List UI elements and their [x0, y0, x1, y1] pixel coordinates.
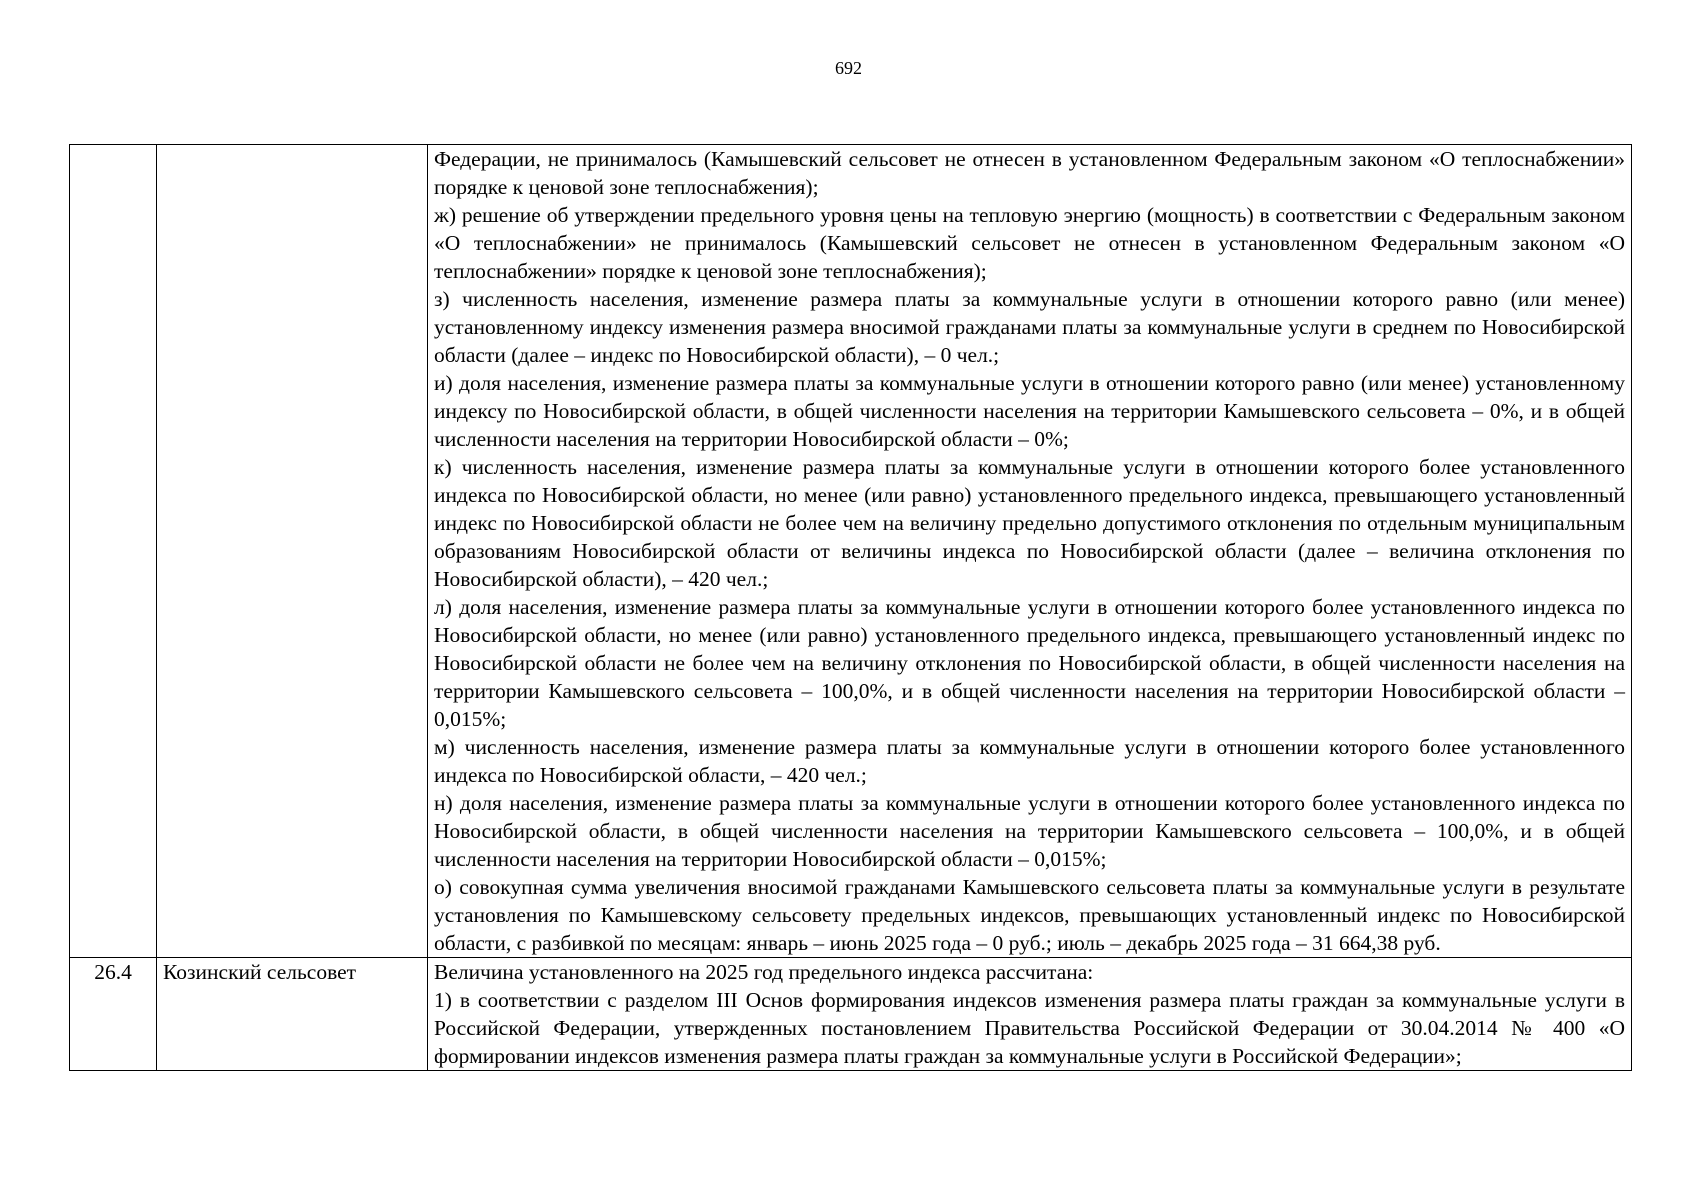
- table-row: [70, 145, 1632, 958]
- paragraph: Федерации, не принималось (Камышевский сельсовет не отнесен в установленном Федеральным законом «О теплоснабжении» порядке к ценовой зоне теплоснабжения);: [434, 147, 1625, 199]
- page-number: 692: [835, 58, 862, 78]
- paragraph: ж) решение об утверждении предельного уровня цены на тепловую энергию (мощность) в соответствии с Федеральным законом «О теплоснабжении» не принималось (Камышевский сельсовет не отнесен в установленном Федеральным законом «О теплоснабжении» порядке к ценовой зоне теплоснабжения);: [434, 203, 1625, 283]
- paragraph: з) численность населения, изменение размера платы за коммунальные услуги в отношении которого равно (или менее) установленному индексу изменения размера вносимой гражданами платы за коммунальные услуги в среднем по Новосибирской области (далее – индекс по Новосибирской области), – 0 чел.;: [434, 287, 1625, 367]
- paragraph: к) численность населения, изменение размера платы за коммунальные услуги в отношении которого более установленного индекса по Новосибирской области, но менее (или равно) установленного предельного индекса, превышающего установленный индекс по Новосибирской области не более чем на величину предельно допустимого отклонения по отдельным муниципальным образованиям Новосибирской области от величины индекса по Новосибирской области (далее – величина отклонения по Новосибирской области), – 420 чел.;: [434, 455, 1625, 591]
- municipality-name-cell: Козинский сельсовет: [157, 958, 428, 1071]
- paragraph: м) численность населения, изменение размера платы за коммунальные услуги в отношении которого более установленного индекса по Новосибирской области, – 420 чел.;: [434, 735, 1625, 787]
- description-cell: [428, 145, 1632, 958]
- municipality-name-cell: [157, 145, 428, 958]
- table-row: [70, 958, 1632, 1071]
- description-cell: [428, 958, 1632, 1071]
- document-table: [69, 144, 1632, 1071]
- paragraph: л) доля населения, изменение размера платы за коммунальные услуги в отношении которого более установленного индекса по Новосибирской области, но менее (или равно) установленного предельного индекса, превышающего установленный индекс по Новосибирской области не более чем на величину отклонения по Новосибирской области, в общей численности населения на территории Камышевского сельсовета – 100,0%, и в общей численности населения на территории Новосибирской области – 0,015%;: [434, 595, 1625, 731]
- row-number-cell: [70, 145, 157, 958]
- paragraph: и) доля населения, изменение размера платы за коммунальные услуги в отношении которого равно (или менее) установленному индексу по Новосибирской области, в общей численности населения на территории Камышевского сельсовета – 0%, и в общей численности населения на территории Новосибирской области – 0%;: [434, 371, 1625, 451]
- paragraph: Величина установленного на 2025 год предельного индекса рассчитана:: [434, 960, 1094, 984]
- paragraph: 1) в соответствии с разделом III Основ формирования индексов изменения размера платы граждан за коммунальные услуги в Российской Федерации, утвержденных постановлением Правительства Российской Федерации от 30.04.2014 № 400 «О формировании индексов изменения размера платы граждан за коммунальные услуги в Российской Федерации»;: [434, 988, 1625, 1068]
- paragraph: о) совокупная сумма увеличения вносимой гражданами Камышевского сельсовета платы за коммунальные услуги в результате установления по Камышевскому сельсовету предельных индексов, превышающих установленный индекс по Новосибирской области, с разбивкой по месяцам: январь – июнь 2025 года – 0 руб.; июль – декабрь 2025 года – 31 664,38 руб.: [434, 875, 1625, 955]
- paragraph: н) доля населения, изменение размера платы за коммунальные услуги в отношении которого более установленного индекса по Новосибирской области, в общей численности населения на территории Камышевского сельсовета – 100,0%, и в общей численности населения на территории Новосибирской области – 0,015%;: [434, 791, 1625, 871]
- row-number-cell: 26.4: [70, 958, 157, 1071]
